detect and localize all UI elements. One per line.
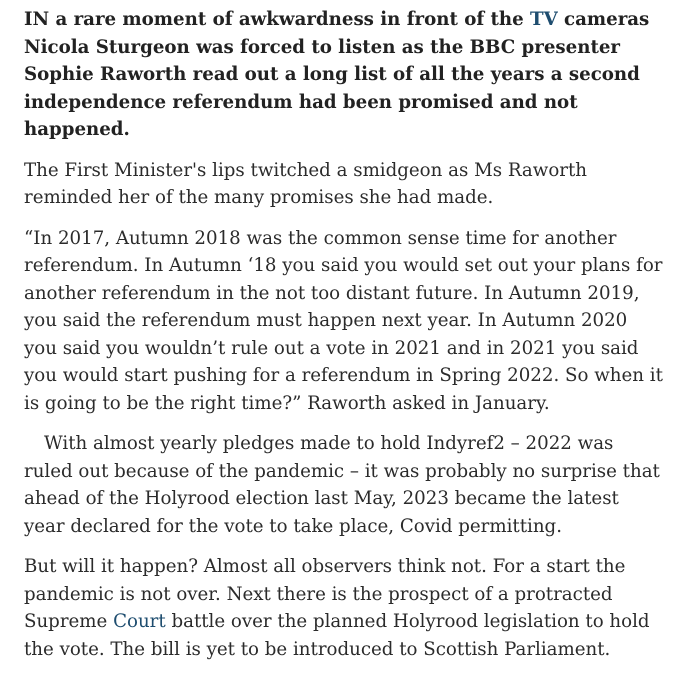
observers-text-start: But will it happen? Almost all observers think not. For a start the pandemic is not over. Next there is the prospect of a protracted Supreme xyxy=(24,556,626,632)
paragraph-quote: “In 2017, Autumn 2018 was the common sense time for another referendum. In Autumn ‘18 you said you would set out your plans for another referendum in the not too distant future. In Autumn 2019, you said the referendum must happen next year. In Autumn 2020 you said you wouldn’t rule out a vote in 2021 and in 2021 you said you would start pushing for a referendum in Spring 2022. So when it is going to be the right time?” Raworth asked in January. xyxy=(24,227,663,414)
lead-paragraph xyxy=(24,6,664,144)
paragraph-lips: The First Minister's lips twitched a smidgeon as Ms Raworth reminded her of the many promises she had made. xyxy=(24,159,588,208)
tv-link[interactable]: TV xyxy=(530,9,558,30)
paragraph-pledges: With almost yearly pledges made to hold Indyref2 – 2022 was ruled out because of the pandemic – it was probably no surprise that ahead of the Holyrood election last May, 2023 became the latest year declared for the vote to take place, Covid permitting. xyxy=(24,433,660,537)
lead-text-end: cameras Nicola Sturgeon was forced to listen as the BBC presenter Sophie Raworth read out a long list of all the years a second independence referendum had been promised and not happened. xyxy=(24,9,650,140)
paragraph-observers xyxy=(24,553,664,663)
article-body xyxy=(24,6,664,676)
lead-text-start: IN a rare moment of awkwardness in front of the xyxy=(24,9,531,30)
observers-text-end: battle over the planned Holyrood legislation to hold the vote. The bill is yet to be introduced to Scottish Parliament. xyxy=(24,611,650,660)
court-link[interactable]: Court xyxy=(113,611,166,632)
